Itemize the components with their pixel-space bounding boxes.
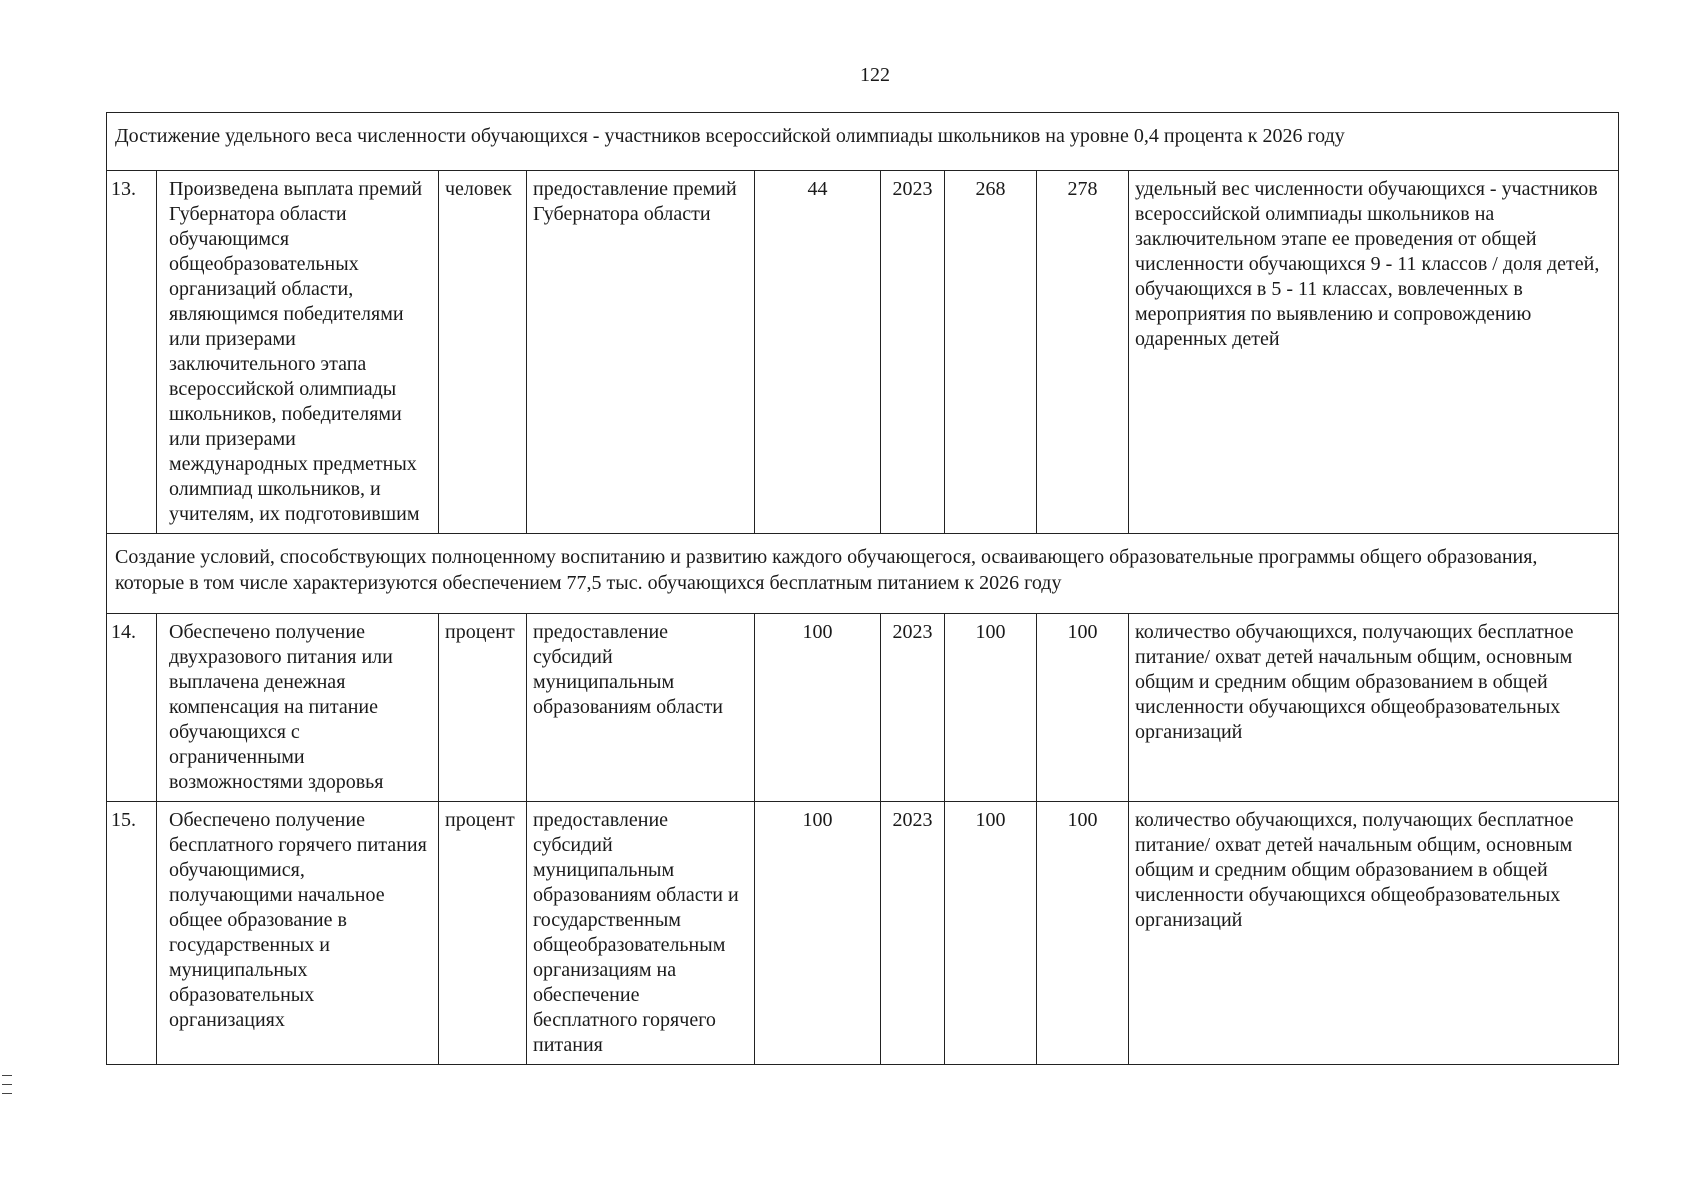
value-1-cell: 268 <box>945 171 1037 534</box>
row-number: 14. <box>107 614 157 802</box>
measures-table <box>106 112 1619 1065</box>
section-row <box>107 113 1619 171</box>
unit-cell: человек <box>439 171 527 534</box>
value-1-cell: 100 <box>945 802 1037 1065</box>
result-cell: Обеспечено получение двухразового питания или выплачена денежная компенсация на питание обучающихся с ограниченными возможностями здоровья <box>157 614 439 802</box>
mechanism-cell: предоставление субсидий муниципальным образованиям области и государственным общеобразовательным организациям на обеспечение бесплатного горячего питания <box>527 802 755 1065</box>
row-number: 13. <box>107 171 157 534</box>
base-value-cell: 100 <box>755 614 881 802</box>
indicator-cell: удельный вес численности обучающихся - участников всероссийской олимпиады школьников на заключительном этапе ее проведения от общей численности обучающихся 9 - 11 классов / доля детей, обучающихся в 5 - 11 классах, вовлеченных в мероприятия по выявлению и сопровождению одаренных детей <box>1129 171 1619 534</box>
base-value-cell: 44 <box>755 171 881 534</box>
base-year-cell: 2023 <box>881 802 945 1065</box>
base-year-cell: 2023 <box>881 614 945 802</box>
section-title: Создание условий, способствующих полноценному воспитанию и развитию каждого обучающегося, осваивающего образовательные программы общего образования, которые в том числе характеризуются обеспечением 77,5 тыс. обучающихся бесплатным питанием к 2026 году <box>107 534 1619 614</box>
table-row <box>107 614 1619 802</box>
value-2-cell: 100 <box>1037 802 1129 1065</box>
value-2-cell: 100 <box>1037 614 1129 802</box>
unit-cell: процент <box>439 614 527 802</box>
result-cell: Произведена выплата премий Губернатора области обучающимся общеобразовательных организаций области, являющимся победителями или призерами заключительного этапа всероссийской олимпиады школьников, победителями или призерами международных предметных олимпиад школьников, и учителям, их подготовившим <box>157 171 439 534</box>
base-value-cell: 100 <box>755 802 881 1065</box>
table-row <box>107 802 1619 1065</box>
binding-mark <box>2 1075 12 1097</box>
base-year-cell: 2023 <box>881 171 945 534</box>
indicator-cell: количество обучающихся, получающих бесплатное питание/ охват детей начальным общим, основным общим и средним общим образованием в общей численности обучающихся общеобразовательных организаций <box>1129 802 1619 1065</box>
table-row <box>107 171 1619 534</box>
result-cell: Обеспечено получение бесплатного горячего питания обучающимися, получающими начальное общее образование в государственных и муниципальных образовательных организациях <box>157 802 439 1065</box>
section-title: Достижение удельного веса численности обучающихся - участников всероссийской олимпиады школьников на уровне 0,4 процента к 2026 году <box>107 113 1619 171</box>
value-2-cell: 278 <box>1037 171 1129 534</box>
section-row <box>107 534 1619 614</box>
unit-cell: процент <box>439 802 527 1065</box>
mechanism-cell: предоставление субсидий муниципальным образованиям области <box>527 614 755 802</box>
row-number: 15. <box>107 802 157 1065</box>
page-number: 122 <box>860 64 890 86</box>
mechanism-cell: предоставление премий Губернатора области <box>527 171 755 534</box>
indicator-cell: количество обучающихся, получающих бесплатное питание/ охват детей начальным общим, основным общим и средним общим образованием в общей численности обучающихся общеобразовательных организаций <box>1129 614 1619 802</box>
value-1-cell: 100 <box>945 614 1037 802</box>
